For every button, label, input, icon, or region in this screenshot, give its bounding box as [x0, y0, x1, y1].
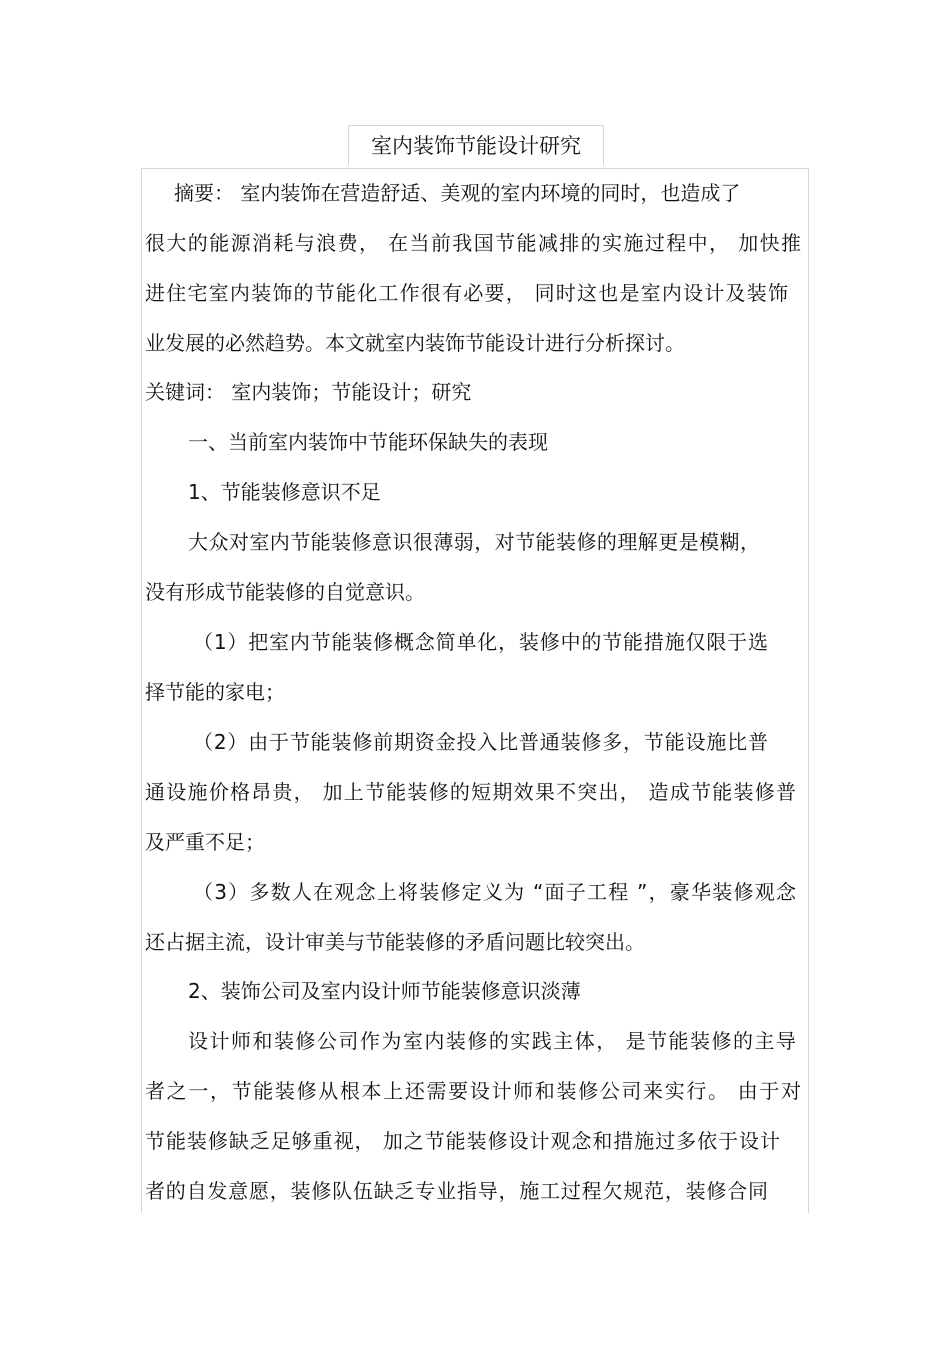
- list-item-1-line-1: （1）把室内节能装修概念简单化，装修中的节能措施仅限于选: [193, 630, 768, 654]
- paragraph-line: 节能装修缺乏足够重视， 加之节能装修设计观念和措施过多依于设计: [145, 1129, 780, 1153]
- document-title: 室内装饰节能设计研究: [348, 125, 604, 165]
- subsection-heading-2: 2、装饰公司及室内设计师节能装修意识淡薄: [188, 979, 581, 1003]
- document-body: [141, 168, 809, 1213]
- abstract-line-4: 业发展的必然趋势。本文就室内装饰节能设计进行分析探讨。: [145, 331, 685, 355]
- abstract-line-2: 很大的能源消耗与浪费， 在当前我国节能减排的实施过程中， 加快推: [145, 231, 801, 255]
- paragraph-line: 没有形成节能装修的自觉意识。: [145, 580, 425, 604]
- paragraph-line: 设计师和装修公司作为室内装修的实践主体， 是节能装修的主导: [188, 1029, 796, 1053]
- abstract-line-1: 摘要： 室内装饰在营造舒适、美观的室内环境的同时，也造成了: [174, 181, 741, 205]
- paragraph-line: 者之一，节能装修从根本上还需要设计师和装修公司来实行。 由于对: [145, 1079, 801, 1103]
- list-item-2-line-1: （2）由于节能装修前期资金投入比普通装修多，节能设施比普: [193, 730, 768, 754]
- list-item-2-line-2: 通设施价格昂贵， 加上节能装修的短期效果不突出， 造成节能装修普: [145, 780, 796, 804]
- paragraph-line: 者的自发意愿，装修队伍缺乏专业指导，施工过程欠规范，装修合同: [145, 1179, 768, 1203]
- abstract-line-3: 进住宅室内装饰的节能化工作很有必要， 同时这也是室内设计及装饰: [145, 281, 788, 305]
- subsection-heading-1: 1、节能装修意识不足: [188, 480, 381, 504]
- list-item-1-line-2: 择节能的家电；: [145, 680, 285, 704]
- list-item-3-line-1: （3）多数人在观念上将装修定义为 “面子工程 ”，豪华装修观念: [193, 880, 796, 904]
- list-item-3-line-2: 还占据主流，设计审美与节能装修的矛盾问题比较突出。: [145, 930, 645, 954]
- keywords-line: 关键词： 室内装饰；节能设计；研究: [145, 380, 472, 404]
- list-item-2-line-3: 及严重不足；: [145, 830, 265, 854]
- section-heading-1: 一、当前室内装饰中节能环保缺失的表现: [188, 430, 548, 454]
- paragraph-line: 大众对室内节能装修意识很薄弱，对节能装修的理解更是模糊，: [188, 530, 760, 554]
